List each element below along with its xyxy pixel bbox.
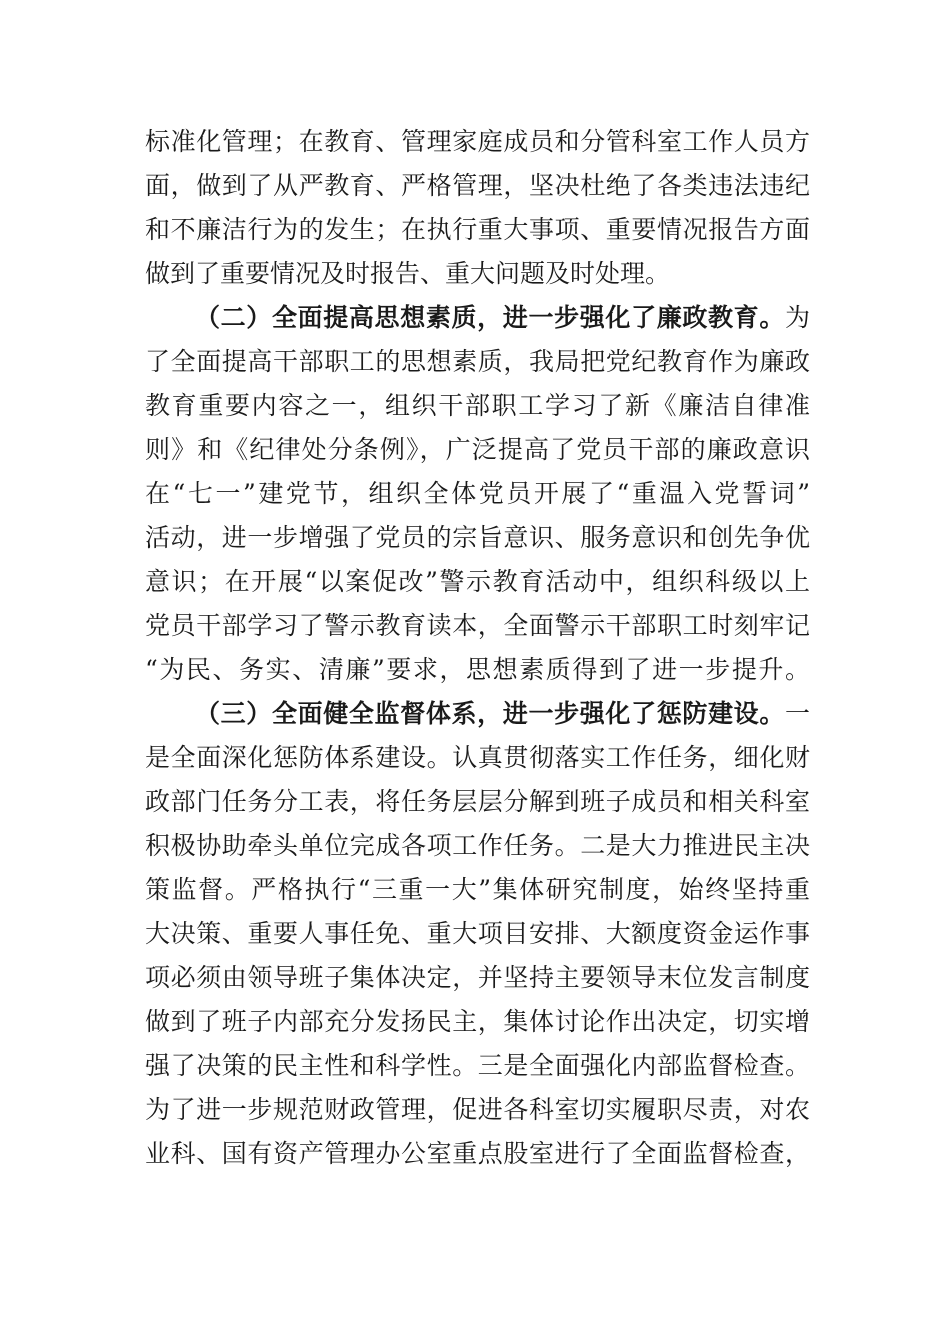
paragraph-line: 教育重要内容之一，组织干部职工学习了新《廉洁自律准 <box>145 391 810 420</box>
paragraph-line: 在“七一”建党节，组织全体党员开展了“重温入党誓词” <box>145 479 810 508</box>
section-3-first-line <box>195 692 810 736</box>
paragraph-line: 政部门任务分工表，将任务层层分解到班子成员和相关科室 <box>145 787 810 816</box>
paragraph-line: 强了决策的民主性和科学性。三是全面强化内部监督检查。 <box>145 1051 810 1080</box>
section-2-heading: （二）全面提高思想素质，进一步强化了廉政教育。 <box>195 303 785 332</box>
paragraph-line: 大决策、重要人事任免、重大项目安排、大额度资金运作事 <box>145 919 810 948</box>
section-2-line-tail: 为 <box>784 303 810 332</box>
paragraph-line: 策监督。严格执行“三重一大”集体研究制度，始终坚持重 <box>145 875 810 904</box>
paragraph-line: 面，做到了从严教育、严格管理，坚决杜绝了各类违法违纪 <box>145 171 810 200</box>
paragraph-line: 则》和《纪律处分条例》，广泛提高了党员干部的廉政意识 <box>145 435 810 464</box>
paragraph-line: 活动，进一步增强了党员的宗旨意识、服务意识和创先争优 <box>145 523 810 552</box>
paragraph-line: 标准化管理；在教育、管理家庭成员和分管科室工作人员方 <box>145 127 810 156</box>
paragraph-line: 做到了重要情况及时报告、重大问题及时处理。 <box>145 259 671 288</box>
paragraph-line: 了全面提高干部职工的思想素质，我局把党纪教育作为廉政 <box>145 347 810 376</box>
paragraph-line: 和不廉洁行为的发生；在执行重大事项、重要情况报告方面 <box>145 215 810 244</box>
paragraph-line: 做到了班子内部充分发扬民主，集体讨论作出决定，切实增 <box>145 1007 810 1036</box>
section-3-heading: （三）全面健全监督体系，进一步强化了惩防建设。 <box>195 699 785 728</box>
section-3-line-tail: 一 <box>784 699 810 728</box>
paragraph-line: 党员干部学习了警示教育读本，全面警示干部职工时刻牢记 <box>145 611 810 640</box>
paragraph-line: 积极协助牵头单位完成各项工作任务。二是大力推进民主决 <box>145 831 810 860</box>
paragraph-line: “为民、务实、清廉”要求，思想素质得到了进一步提升。 <box>145 655 810 684</box>
paragraph-line: 意识；在开展“以案促改”警示教育活动中，组织科级以上 <box>145 567 810 596</box>
paragraph-line: 是全面深化惩防体系建设。认真贯彻落实工作任务，细化财 <box>145 743 810 772</box>
paragraph-line: 业科、国有资产管理办公室重点股室进行了全面监督检查， <box>145 1139 810 1168</box>
paragraph-line: 项必须由领导班子集体决定，并坚持主要领导末位发言制度 <box>145 963 810 992</box>
section-2-first-line <box>195 296 810 340</box>
paragraph-line: 为了进一步规范财政管理，促进各科室切实履职尽责，对农 <box>145 1095 810 1124</box>
